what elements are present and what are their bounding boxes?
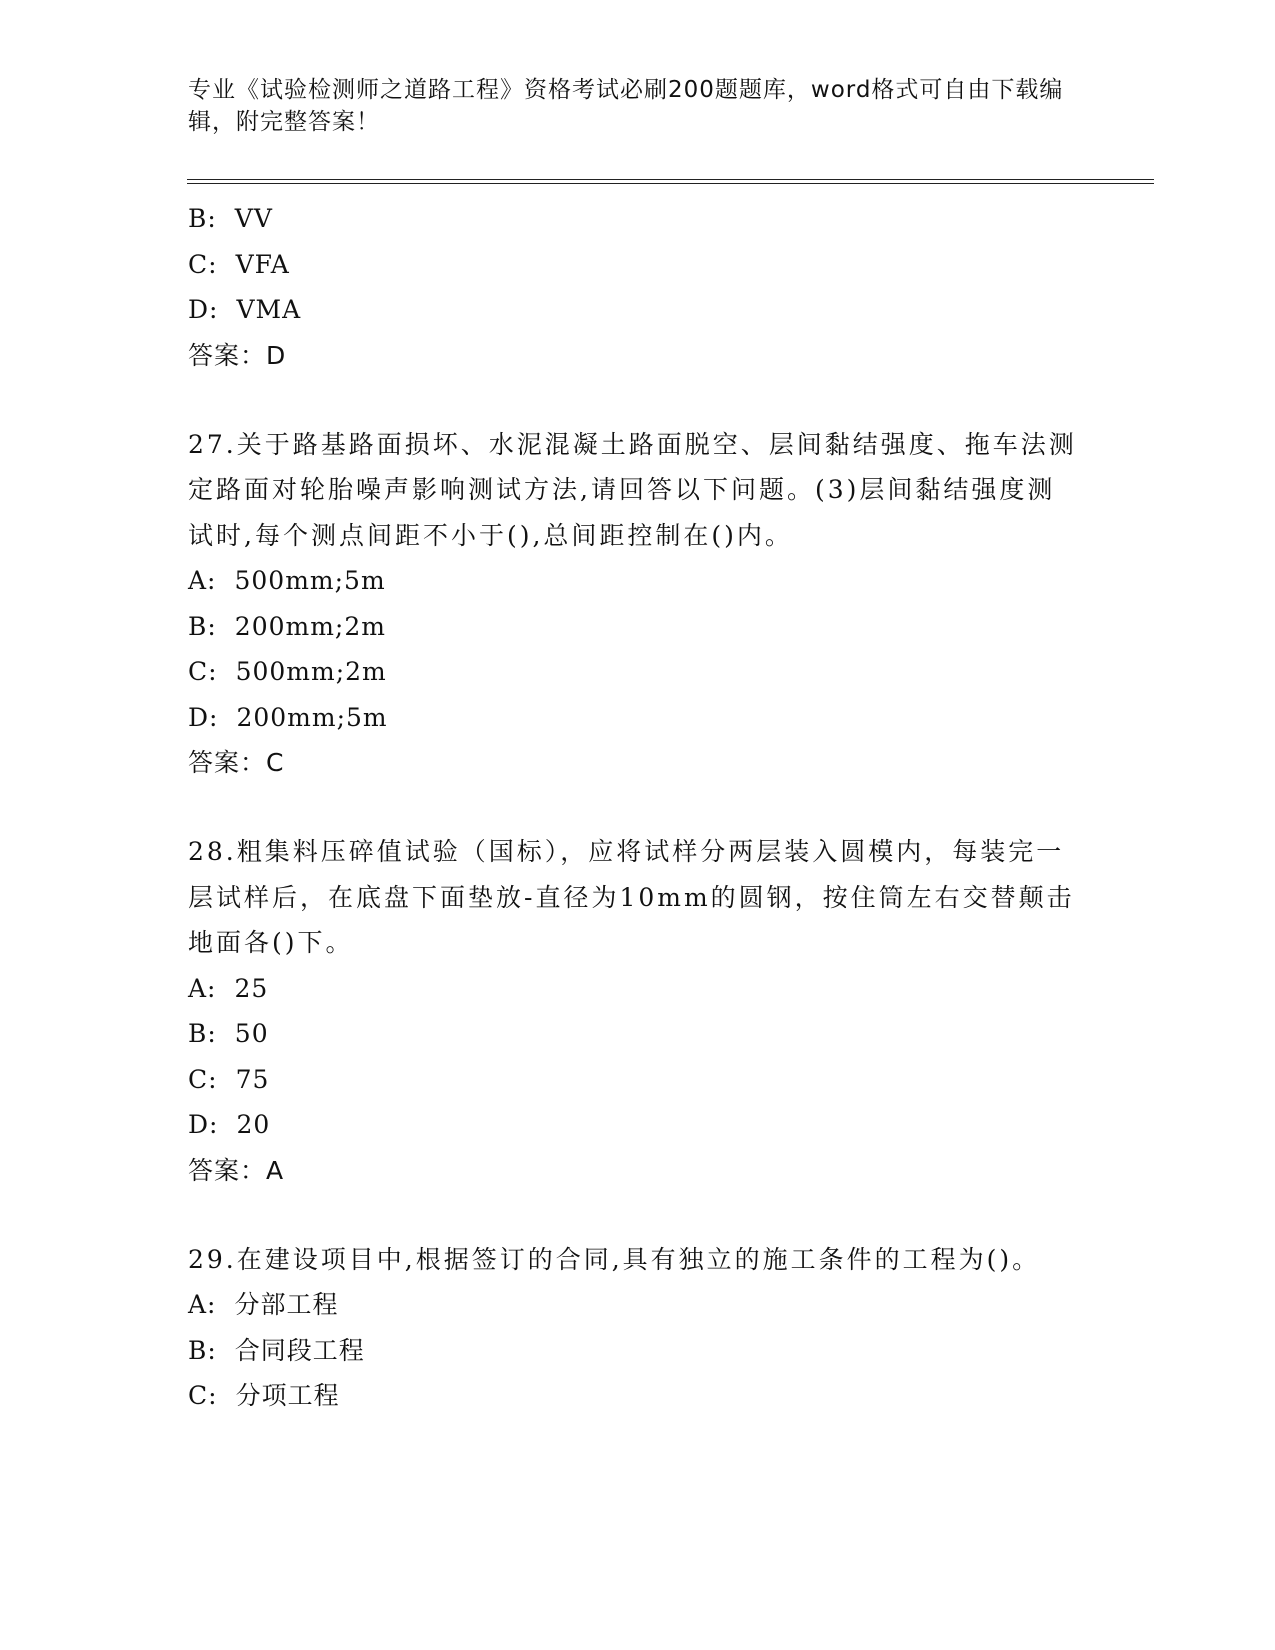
option-c: C: 分项工程 (188, 1381, 340, 1410)
option-d: D: 200mm;5m (188, 702, 388, 732)
document-body (188, 196, 1078, 1419)
option-a: A: 分部工程 (188, 1290, 339, 1319)
option-b: B: VV (188, 204, 273, 233)
option-b: B: 合同段工程 (188, 1335, 365, 1365)
answer: 答案：A (188, 1155, 285, 1185)
page-header: 专业《试验检测师之道路工程》资格考试必刷200题题库，word格式可自由下载编辑，附完整答案！ (188, 77, 1064, 135)
question-fragment (188, 196, 1078, 378)
answer: 答案：C (188, 748, 285, 777)
question-text: 27.关于路基路面损坏、水泥混凝土路面脱空、层间黏结强度、拖车法测定路面对轮胎噪声影响测试方法,请回答以下问题。(3)层间黏结强度测试时,每个测点间距不小于(),总间距控制在()内。 (188, 429, 1077, 550)
option-c: C: 75 (188, 1064, 270, 1094)
option-d: D: VMA (188, 295, 302, 324)
question-text: 28.粗集料压碎值试验（国标），应将试样分两层装入圆模内，每装完一层试样后，在底盘下面垫放-直径为10mm的圆钢，按住筒左右交替颠击地面各()下。 (188, 837, 1075, 957)
header-divider (187, 179, 1154, 184)
question-28 (188, 829, 1078, 1193)
question-27 (188, 422, 1078, 786)
option-b: B: 200mm;2m (188, 611, 386, 641)
answer: 答案：D (188, 340, 287, 370)
option-a: A: 25 (188, 973, 269, 1003)
question-text: 29.在建设项目中,根据签订的合同,具有独立的施工条件的工程为()。 (188, 1244, 1041, 1274)
option-a: A: 500mm;5m (188, 566, 386, 595)
option-b: B: 50 (188, 1019, 269, 1048)
option-c: C: 500mm;2m (188, 657, 387, 686)
question-29 (188, 1237, 1078, 1419)
option-d: D: 20 (188, 1110, 271, 1139)
option-c: C: VFA (188, 249, 290, 279)
